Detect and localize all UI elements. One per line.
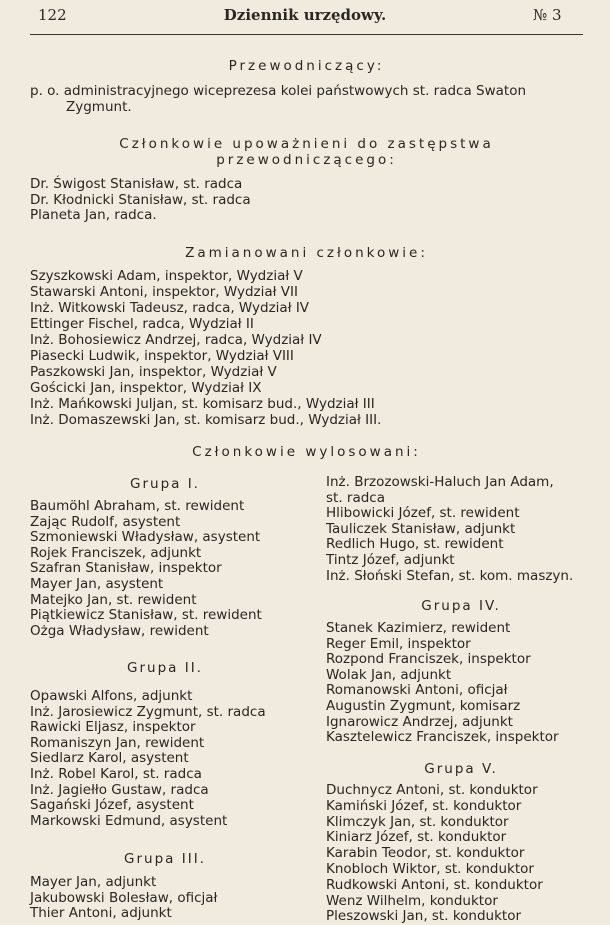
- group-3-list: [30, 875, 300, 922]
- list-item: Stawarski Antoni, inspektor, Wydział VII: [30, 284, 298, 300]
- drawn-heading: Członkowie wylosowani:: [192, 444, 421, 460]
- list-item: Duchnycz Antoni, st. konduktor: [326, 782, 538, 798]
- group-4-list: [326, 621, 596, 746]
- group-3-continued-list: [326, 475, 596, 584]
- list-item: Piątkiewicz Stanisław, st. rewident: [30, 607, 262, 624]
- list-item: Redlich Hugo, st. rewident: [326, 536, 504, 553]
- list-item: Ignarowicz Andrzej, adjunkt: [326, 713, 513, 730]
- appointed-heading: Zamianowani członkowie:: [185, 245, 428, 261]
- list-item: Inż. Brzozowski-Haluch Jan Adam,: [326, 474, 554, 490]
- group-5-title: Grupa V.: [424, 761, 498, 777]
- list-item: Stanek Kazimierz, rewident: [326, 620, 511, 636]
- list-item: Mayer Jan, adjunkt: [30, 874, 157, 890]
- group-5-list: [326, 783, 596, 925]
- list-item: Ożga Władysław, rewident: [30, 622, 209, 639]
- list-item: Opawski Alfons, adjunkt: [30, 688, 193, 704]
- list-item: Kamiński Józef, st. konduktor: [326, 797, 522, 814]
- list-item: Mayer Jan, asystent: [30, 575, 164, 592]
- issue-number: № 3: [533, 6, 562, 24]
- page-title: Dziennik urzędowy.: [223, 6, 387, 24]
- list-item: Rozpond Franciszek, inspektor: [326, 651, 531, 668]
- list-item: Inż. Witkowski Tadeusz, radca, Wydział IV: [30, 300, 310, 316]
- list-item: Reger Emil, inspektor: [326, 635, 471, 652]
- list-item: Szmoniewski Władysław, asystent: [30, 529, 261, 546]
- list-item: Dr. Świgost Stanisław, st. radca: [30, 176, 243, 192]
- list-item: Inż. Mańkowski Juljan, st. komisarz bud., Wydział III: [30, 396, 375, 412]
- list-item: Tauliczek Stanisław, adjunkt: [326, 520, 516, 537]
- list-item: Tintz Józef, adjunkt: [326, 551, 455, 568]
- list-item: Klimczyk Jan, st. konduktor: [326, 813, 509, 830]
- group-4-title: Grupa IV.: [421, 598, 501, 614]
- list-item: Rawicki Eljasz, inspektor: [30, 719, 196, 736]
- group-1-title: Grupa I.: [130, 476, 200, 492]
- appointed-list: [30, 268, 381, 428]
- list-item: Baumöhl Abraham, st. rewident: [30, 498, 245, 514]
- list-item: Inż. Jarosiewicz Zygmunt, st. radca: [30, 703, 266, 720]
- page-number: 122: [38, 6, 67, 24]
- chair-heading: Przewodniczący:: [228, 58, 385, 74]
- list-item: Dr. Kłodnicki Stanisław, st. radca: [30, 191, 251, 208]
- list-item: Planeta Jan, radca.: [30, 207, 157, 223]
- list-item: Rudkowski Antoni, st. konduktor: [326, 876, 543, 893]
- list-item: Wenz Wilhelm, konduktor: [326, 892, 498, 909]
- list-item: Romaniszyn Jan, rewident: [30, 734, 205, 751]
- group-2-list: [30, 689, 300, 829]
- list-item: Karabin Teodor, st. konduktor: [326, 845, 525, 862]
- list-item: Paszkowski Jan, inspektor, Wydział V: [30, 364, 277, 380]
- list-item: st. radca: [326, 489, 385, 506]
- list-item: Matejko Jan, st. rewident: [30, 591, 197, 608]
- group-1-list: [30, 499, 300, 639]
- group-2-title: Grupa II.: [127, 660, 203, 676]
- list-item: Augustin Zygmunt, komisarz: [326, 697, 521, 714]
- list-item: Hlibowicki Józef, st. rewident: [326, 505, 520, 522]
- list-item: Siedlarz Karol, asystent: [30, 750, 189, 767]
- list-item: Inż. Robel Karol, st. radca: [30, 765, 202, 782]
- list-item: Markowski Edmund, asystent: [30, 812, 228, 829]
- list-item: Szafran Stanisław, inspektor: [30, 560, 222, 577]
- list-item: Kasztelewicz Franciszek, inspektor: [326, 729, 559, 746]
- list-item: Knobloch Wiktor, st. konduktor: [326, 860, 534, 877]
- chair-line-2: Zygmunt.: [66, 99, 132, 115]
- deputies-heading-1: Członkowie upoważnieni do zastępstwa: [119, 136, 494, 152]
- list-item: Ettinger Fischel, radca, Wydział II: [30, 316, 254, 332]
- chair-line-1: p. o. administracyjnego wiceprezesa kolei państwowych st. radca Swaton: [30, 83, 527, 99]
- list-item: Gościcki Jan, inspektor, Wydział IX: [30, 380, 262, 396]
- list-item: Thier Antoni, adjunkt: [30, 905, 172, 922]
- list-item: Sagański Józef, asystent: [30, 797, 194, 814]
- list-item: Romanowski Antoni, oficjał: [326, 682, 508, 699]
- list-item: Rojek Franciszek, adjunkt: [30, 544, 202, 561]
- list-item: Szyszkowski Adam, inspektor, Wydział V: [30, 268, 303, 284]
- list-item: Inż. Jagiełło Gustaw, radca: [30, 781, 209, 798]
- list-item: Pleszowski Jan, st. konduktor: [326, 908, 522, 925]
- group-3-title: Grupa III.: [124, 851, 206, 867]
- header-rule: [30, 34, 583, 35]
- list-item: Inż. Domaszewski Jan, st. komisarz bud., Wydział III.: [30, 412, 382, 428]
- list-item: Inż. Bohosiewicz Andrzej, radca, Wydział IV: [30, 332, 322, 348]
- list-item: Kiniarz Józef, st. konduktor: [326, 829, 507, 846]
- deputies-heading-2: przewodniczącego:: [216, 152, 397, 168]
- list-item: Jakubowski Bolesław, oficjał: [30, 889, 218, 906]
- list-item: Zając Rudolf, asystent: [30, 513, 181, 530]
- deputies-list: [30, 177, 251, 224]
- list-item: Piasecki Ludwik, inspektor, Wydział VIII: [30, 348, 294, 364]
- list-item: Wolak Jan, adjunkt: [326, 666, 452, 683]
- list-item: Inż. Słoński Stefan, st. kom. maszyn.: [326, 567, 574, 584]
